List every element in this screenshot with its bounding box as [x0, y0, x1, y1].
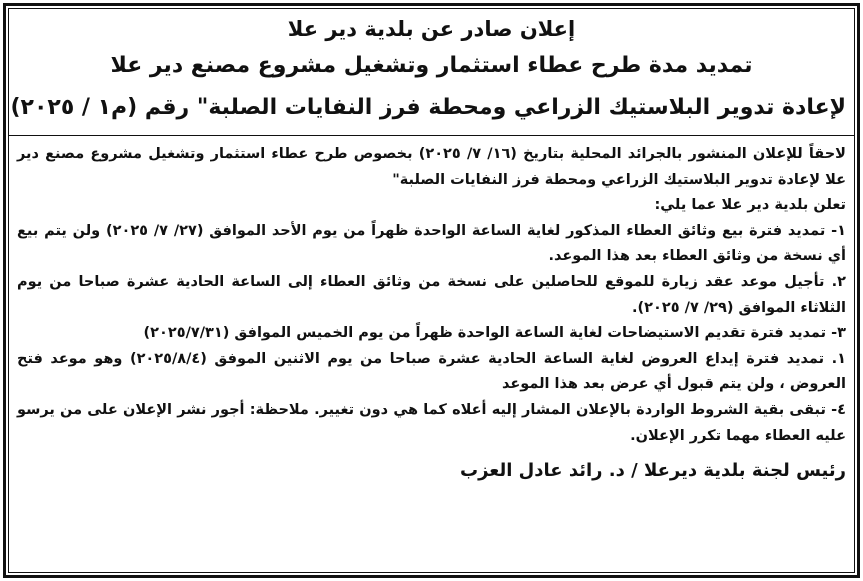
announcement-body: [17, 142, 846, 449]
intro-paragraph: لاحقاً للإعلان المنشور بالجرائد المحلية بتاريخ (١٦/ ٧/ ٢٠٢٥) بخصوص طرح عطاء استثمار وتشغيل مشروع مصنع دير علا لإعادة تدوير البلاستيك الزراعي ومحطة فرز النفايات الصلبة": [17, 146, 846, 188]
item-clarifications: ٣- تمديد فترة تقديم الاستيضاحات لغاية الساعة الواحدة ظهراً من يوم الخميس الموافق (٢٠٢٥/٧/٣١): [143, 325, 846, 342]
outer-border: [3, 3, 860, 578]
item-bid-deposit: ١. تمديد فترة إيداع العروض لغاية الساعة الحادية عشرة صباحا من يوم الاثنين الموفق (٢٠٢٥/٨/٤) وهو موعد فتح العروض ، ولن يتم قبول أي عرض بعد هذا الموعد: [17, 350, 846, 393]
announcement-box: [8, 8, 855, 573]
announce-line: تعلن بلدية دير علا عما يلي:: [654, 197, 846, 214]
signature: رئيس لجنة بلدية ديرعلا / د. رائد عادل العزب: [460, 460, 846, 482]
item-sale-extension: ١- تمديد فترة بيع وثائق العطاء المذكور لغاية الساعة الواحدة ظهراً من يوم الأحد الموافق (٢٧/ ٧/ ٢٠٢٥) ولن يتم بيع أي نسخة من وثائق العطاء بعد هذا الموعد.: [17, 222, 846, 265]
tender-reference: لإعادة تدوير البلاستيك الزراعي ومحطة فرز النفايات الصلبة" رقم (م١ / ٢٠٢٥): [10, 95, 846, 120]
divider: [9, 135, 854, 136]
item-site-visit: ٢. تأجيل موعد عقد زيارة للموقع للحاصلين على نسخة من وثائق العطاء إلى الساعة الحادية عشرة صباحا من يوم الثلاثاء الموافق (٢٩/ ٧/ ٢٠٢٥).: [17, 273, 846, 316]
announcement-subtitle: تمديد مدة طرح عطاء استثمار وتشغيل مشروع مصنع دير علا: [110, 53, 753, 78]
item-other-terms: ٤- تبقى بقية الشروط الواردة بالإعلان المشار إليه أعلاه كما هي دون تغيير. ملاحظة: أجور نشر الإعلان على من يرسو عليه العطاء مهما تكرر الإعلان.: [17, 401, 846, 444]
announcement-title: إعلان صادر عن بلدية دير علا: [287, 17, 576, 41]
